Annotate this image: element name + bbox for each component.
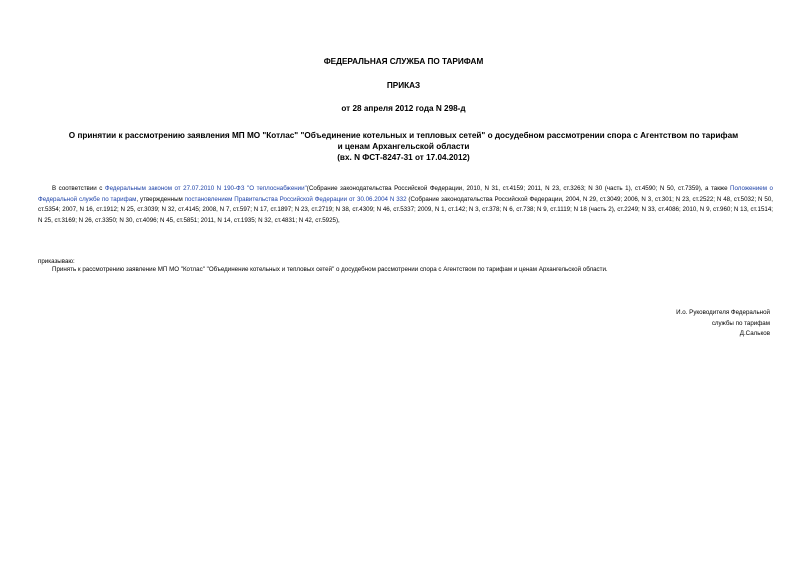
heading-line-2: и ценам Архангельской области xyxy=(337,142,470,151)
decision-paragraph: Принять к рассмотрению заявление МП МО "Котлас" "Объединение котельных и тепловых сетей" о досудебном рассмотрении спора с Агентством по тарифам и ценам Архангельской области. xyxy=(52,266,608,273)
signature-line-1: И.о. Руководителя Федеральной xyxy=(676,309,770,316)
preamble-paragraph xyxy=(38,184,773,226)
resolution-link[interactable]: постановлением Правительства Российской Федерации от 30.06.2004 N 332 xyxy=(184,195,407,203)
document-date: от 28 апреля 2012 года N 298-д xyxy=(341,104,466,113)
signature-name: Д.Сальков xyxy=(739,330,770,338)
agency-name: ФЕДЕРАЛЬНАЯ СЛУЖБА ПО ТАРИФАМ xyxy=(323,57,484,66)
regulation-link[interactable]: Положением о Федеральной службе по тарифам xyxy=(38,185,773,203)
preamble-text-2: (Собрание законодательства Российской Федерации, 2010, N 31, ст.4159; 2011, N 23, ст.3263; N 30 (часть 1), ст.4590; N 50, ст.7359), а также xyxy=(306,185,731,192)
heading-line-1: О принятии к рассмотрению заявления МП МО "Котлас" "Объединение котельных и тепловых сетей" о досудебном рассмотрении спора с Агентством по тарифам xyxy=(68,131,739,140)
preamble-text-4: (Собрание законодательства Российской Федерации, 2004, N 29, ст.3049; 2006, N 3, ст.301; N 23, ст.2522; N 48, ст.5032; N 50, ст.5354; 2007, N 16, ст.1912; N 25, ст.3039; N 32, ст.4145; 2008, N 7, ст.597; N 17, ст.1897; N 23, ст.2719; N 38, ст.4309; N 46, ст.5337; 2009, N 1, ст.142; N 3, ст.378; N 6, ст.738; N 9, ст.1119; N 18 (часть 2), ст.2249; N 33, ст.4086; 2010, N 9, ст.960; N 13, ст.1514; N 25, ст.3169; N 26, ст.3350; N 30, ст.4096; N 45, ст.5851; 2011, N 14, ст.1935; N 32, ст.4831; N 42, ст.5925), xyxy=(38,195,774,224)
law-link[interactable]: Федеральным законом от 27.07.2010 N 190-ФЗ "О теплоснабжении" xyxy=(104,185,307,192)
order-word: приказываю: xyxy=(38,258,75,265)
document-heading xyxy=(30,130,777,163)
signature-block xyxy=(560,308,770,340)
preamble-text-3: , утвержденным xyxy=(136,195,185,203)
document-type: ПРИКАЗ xyxy=(386,81,421,90)
preamble-text-1: В соответствии с xyxy=(52,185,105,192)
heading-line-3: (вх. N ФСТ-8247-31 от 17.04.2012) xyxy=(337,153,470,162)
signature-line-2: службы по тарифам xyxy=(711,319,770,327)
